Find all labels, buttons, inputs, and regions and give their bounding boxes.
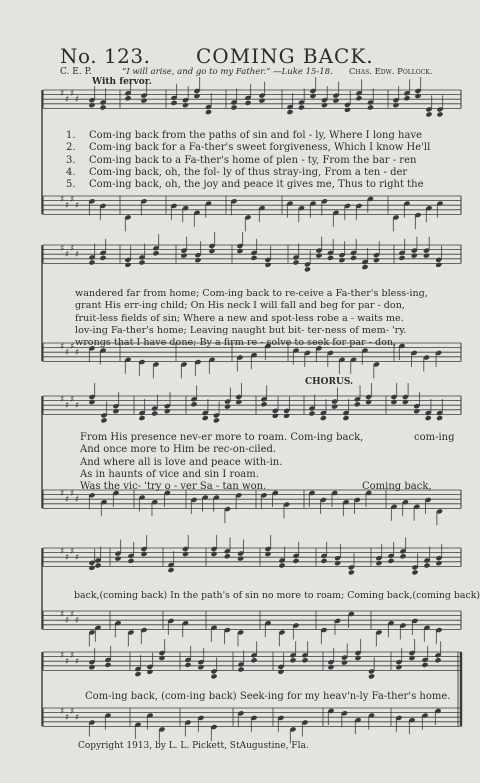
note-head: [182, 551, 189, 557]
sharp-symbol: ♯: [65, 657, 70, 667]
note-head: [309, 93, 316, 99]
sharp-symbol: ♯: [60, 342, 65, 352]
note-head: [88, 259, 95, 265]
composer-name: Chas. Edw. Pollock.: [349, 67, 433, 77]
note-head: [298, 104, 305, 110]
note-head: [272, 413, 279, 419]
verse-line: wandered far from home; Com-ing back to re-ceive a Fa-ther's bless-ing,: [75, 288, 428, 299]
note-head: [423, 562, 430, 568]
note-head: [88, 102, 95, 108]
sharp-symbol: ♯: [60, 489, 65, 499]
note-head: [180, 253, 187, 259]
note-head: [425, 111, 432, 117]
sharp-symbol: ♯: [75, 616, 80, 626]
note-head: [88, 399, 95, 405]
sharp-symbol: ♯: [70, 547, 75, 557]
note-head: [283, 413, 290, 419]
note-head: [104, 662, 111, 668]
scripture-reference: “I will arise, and go to my Father.” —Luke 15-18.: [122, 67, 333, 77]
note-head: [99, 104, 106, 110]
note-head: [134, 671, 141, 677]
note-head: [94, 562, 101, 568]
verse-line: And once more to Him be rec-on-ciled.: [80, 444, 277, 456]
note-head: [151, 410, 158, 416]
hymn-number: No. 123.: [60, 44, 151, 68]
sharp-symbol: ♯: [65, 401, 70, 411]
note-head: [170, 100, 177, 106]
note-head: [260, 401, 267, 407]
note-head: [100, 417, 107, 423]
note-head: [338, 257, 345, 263]
sharp-symbol: ♯: [75, 657, 80, 667]
sharp-symbol: ♯: [60, 707, 65, 717]
note-head: [127, 558, 134, 564]
note-head: [213, 417, 220, 423]
note-head: [250, 657, 257, 663]
note-head: [88, 664, 95, 670]
sharp-symbol: ♯: [70, 195, 75, 205]
sharp-symbol: ♯: [75, 348, 80, 358]
chorus-line-3: Com-ing back, (com-ing back) Seek-ing for my heav'n-ly Fa-ther's home.: [85, 691, 451, 702]
note-head: [301, 657, 308, 663]
tempo-marking: With fervor.: [92, 77, 152, 87]
note-head: [341, 660, 348, 666]
note-head: [421, 662, 428, 668]
lyricist-initials: C. E. P.: [60, 67, 92, 77]
note-head: [236, 248, 243, 254]
note-head: [277, 669, 284, 675]
note-head: [398, 255, 405, 261]
note-head: [158, 655, 165, 661]
note-head: [308, 410, 315, 416]
note-head: [88, 565, 95, 571]
note-head: [435, 262, 442, 268]
verse-line: grant His err-ing child; On His neck I will fall and beg for par - don,: [75, 300, 405, 312]
note-head: [334, 560, 341, 566]
note-head: [244, 100, 251, 106]
verse-line: 2. Com-ing back for a Fa-ther's sweet forgiveness, Which I know He'll: [66, 142, 431, 154]
sharp-symbol: ♯: [60, 651, 65, 661]
note-head: [434, 657, 441, 663]
sharp-symbol: ♯: [65, 348, 70, 358]
verse-line: 3. Com-ing back to a Fa-ther's home of plen - ty, From the bar - ren: [66, 154, 417, 166]
note-head: [304, 266, 311, 272]
note-head: [368, 673, 375, 679]
note-head: [390, 399, 397, 405]
note-head: [286, 109, 293, 115]
verse-line: fruit-less fields of sin; Where a new and spot-less robe a - waits me.: [75, 312, 404, 324]
note-head: [387, 558, 394, 564]
note-head: [140, 551, 147, 557]
sharp-symbol: ♯: [70, 244, 75, 254]
note-head: [350, 255, 357, 261]
note-head: [292, 558, 299, 564]
sharp-symbol: ♯: [75, 201, 80, 211]
note-head: [208, 248, 215, 254]
hymn-title: COMING BACK.: [196, 44, 374, 68]
note-head: [164, 408, 171, 414]
sharp-symbol: ♯: [65, 201, 70, 211]
note-head: [320, 415, 327, 421]
note-head: [99, 255, 106, 261]
note-head: [331, 404, 338, 410]
note-head: [365, 399, 372, 405]
note-head: [327, 664, 334, 670]
sharp-symbol: ♯: [65, 553, 70, 563]
note-head: [278, 562, 285, 568]
note-head: [124, 95, 131, 101]
note-head: [264, 551, 271, 557]
chorus-line-2: back,(coming back) In the path's of sin no more to roam; Coming back,(coming back): [74, 590, 480, 601]
note-head: [250, 255, 257, 261]
note-head: [182, 102, 189, 108]
note-head: [395, 664, 402, 670]
note-head: [375, 560, 382, 566]
sharp-symbol: ♯: [65, 495, 70, 505]
sharp-symbol: ♯: [70, 342, 75, 352]
copyright-notice: Copyright 1913, by L. L. Pickett, StAugustine, Fla.: [78, 741, 309, 751]
verse-block-3: [80, 432, 363, 493]
chorus-coming-back: Coming back,: [362, 481, 432, 492]
note-head: [315, 253, 322, 259]
note-head: [413, 408, 420, 414]
note-head: [202, 415, 209, 421]
verse-line: 4. Com-ing back, oh, the fol- ly of thus stray-ing, From a ten - der: [66, 166, 408, 178]
sharp-symbol: ♯: [70, 610, 75, 620]
note-head: [230, 104, 237, 110]
note-head: [402, 399, 409, 405]
note-head: [197, 664, 204, 670]
sharp-symbol: ♯: [60, 89, 65, 99]
note-head: [224, 404, 231, 410]
note-head: [210, 551, 217, 557]
note-head: [436, 415, 443, 421]
verse-block-1: [66, 130, 430, 191]
sharp-symbol: ♯: [60, 244, 65, 254]
note-head: [193, 93, 200, 99]
note-head: [399, 553, 406, 559]
note-head: [237, 666, 244, 672]
sharp-symbol: ♯: [65, 616, 70, 626]
sharp-symbol: ♯: [60, 395, 65, 405]
note-head: [348, 569, 355, 575]
note-head: [327, 255, 334, 261]
note-head: [194, 257, 201, 263]
note-head: [354, 655, 361, 661]
sharp-symbol: ♯: [60, 547, 65, 557]
note-head: [224, 553, 231, 559]
sharp-symbol: ♯: [60, 195, 65, 205]
note-head: [112, 408, 119, 414]
note-head: [167, 567, 174, 573]
note-head: [258, 98, 265, 104]
note-head: [292, 259, 299, 265]
note-head: [237, 556, 244, 562]
verse-line: As in haunts of vice and sin I roam.: [80, 468, 259, 480]
verse-line: wrongs that I have done; By a firm re - solve to seek for par - don,: [75, 337, 397, 349]
note-head: [355, 95, 362, 101]
note-head: [332, 98, 339, 104]
sharp-symbol: ♯: [70, 707, 75, 717]
note-head: [435, 560, 442, 566]
note-head: [114, 556, 121, 562]
note-head: [321, 102, 328, 108]
sharp-symbol: ♯: [65, 713, 70, 723]
sharp-symbol: ♯: [70, 395, 75, 405]
note-head: [264, 262, 271, 268]
note-head: [190, 401, 197, 407]
verse-line: 5. Com-ing back, oh, the joy and peace it gives me, Thus to right the: [66, 179, 424, 191]
note-head: [320, 558, 327, 564]
verse-line: lov-ing Fa-ther's home; Leaving naught but bit- ter-ness of mem- 'ry.: [75, 324, 407, 336]
note-head: [138, 415, 145, 421]
note-head: [210, 673, 217, 679]
sharp-symbol: ♯: [75, 401, 80, 411]
note-head: [392, 102, 399, 108]
sharp-symbol: ♯: [65, 250, 70, 260]
verse-line: 1. Com-ing back from the paths of sin and fol - ly, Where I long have: [66, 130, 423, 141]
chorus-coming: com-ing: [414, 432, 455, 443]
sharp-symbol: ♯: [75, 713, 80, 723]
note-head: [205, 109, 212, 115]
note-head: [373, 257, 380, 263]
note-head: [408, 655, 415, 661]
sharp-symbol: ♯: [75, 495, 80, 505]
note-head: [235, 399, 242, 405]
note-head: [152, 250, 159, 256]
note-head: [140, 98, 147, 104]
note-head: [411, 253, 418, 259]
note-head: [342, 415, 349, 421]
sharp-symbol: ♯: [75, 95, 80, 105]
verse-line: From His presence nev-er more to roam. Com-ing back,: [80, 432, 364, 443]
note-head: [184, 662, 191, 668]
verse-line: And where all is love and peace with-in.: [80, 456, 283, 468]
note-head: [344, 107, 351, 113]
note-head: [423, 253, 430, 259]
note-head: [146, 669, 153, 675]
verse-block-2: [75, 288, 428, 349]
note-head: [411, 569, 418, 575]
sharp-symbol: ♯: [70, 489, 75, 499]
note-head: [436, 111, 443, 117]
verse-line: Was the vic- 'try o - ver Sa - tan won.: [80, 481, 267, 493]
note-head: [354, 401, 361, 407]
sharp-symbol: ♯: [75, 553, 80, 563]
note-head: [403, 95, 410, 101]
note-head: [367, 104, 374, 110]
chorus-label: CHORUS.: [305, 377, 354, 387]
sharp-symbol: ♯: [65, 95, 70, 105]
note-head: [138, 259, 145, 265]
note-head: [414, 93, 421, 99]
note-head: [425, 415, 432, 421]
note-head: [124, 262, 131, 268]
sharp-symbol: ♯: [70, 651, 75, 661]
sharp-symbol: ♯: [75, 250, 80, 260]
sharp-symbol: ♯: [60, 610, 65, 620]
sharp-symbol: ♯: [70, 89, 75, 99]
note-head: [361, 264, 368, 270]
note-head: [289, 657, 296, 663]
